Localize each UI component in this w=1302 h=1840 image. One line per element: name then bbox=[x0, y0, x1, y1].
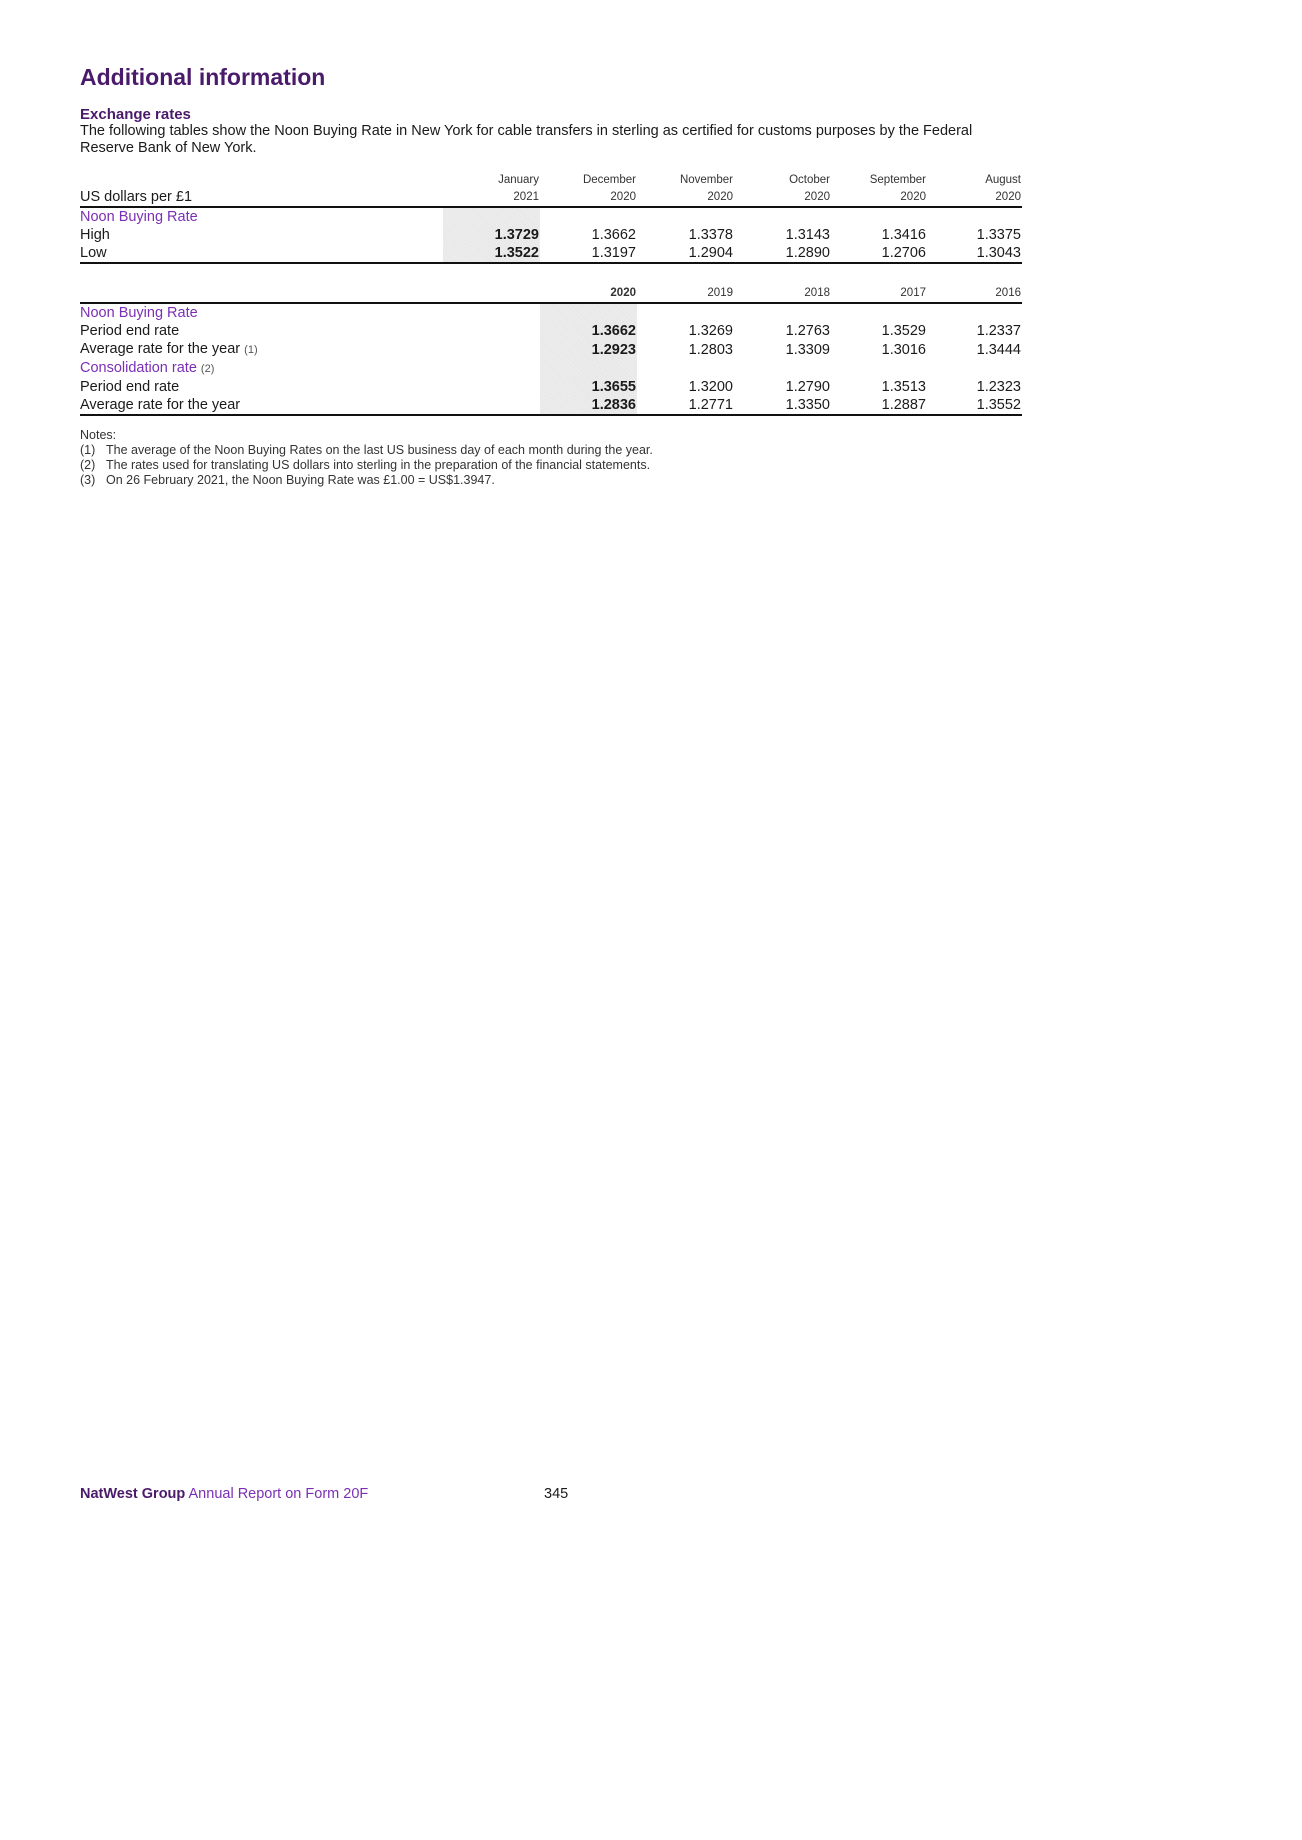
header-row-years bbox=[80, 284, 1022, 303]
table-cell: 1.2323 bbox=[976, 379, 1021, 395]
group-row bbox=[80, 359, 1022, 378]
column-year: 2018 bbox=[734, 284, 831, 303]
footnote-ref: (1) bbox=[244, 344, 258, 356]
column-year: 2020 bbox=[927, 188, 1022, 207]
footer-brand: NatWest Group bbox=[80, 1486, 186, 1502]
footnote-ref: (2) bbox=[200, 363, 215, 375]
table-cell: 1.3309 bbox=[785, 341, 830, 358]
column-year: 2016 bbox=[927, 284, 1022, 303]
table-cell: 1.3375 bbox=[976, 227, 1021, 243]
column-year: 2021 bbox=[443, 188, 540, 207]
monthly-rates-table bbox=[80, 170, 1022, 264]
table-cell: 1.3444 bbox=[976, 341, 1021, 358]
table-cell: 1.2790 bbox=[785, 379, 830, 395]
group-row bbox=[80, 207, 1022, 226]
group-label: Noon Buying Rate bbox=[80, 209, 198, 225]
table-cell: 1.3529 bbox=[881, 323, 926, 339]
row-label: Average rate for the year bbox=[80, 396, 540, 415]
note-item bbox=[80, 458, 653, 473]
note-item bbox=[80, 473, 653, 488]
page-number: 345 bbox=[544, 1486, 569, 1502]
table-cell: 1.2803 bbox=[688, 341, 733, 358]
column-month: October bbox=[789, 174, 830, 186]
table-cell: 1.2836 bbox=[540, 396, 637, 415]
table-cell: 1.3729 bbox=[443, 226, 540, 244]
row-label: Low bbox=[80, 244, 443, 263]
row-label: Average rate for the year bbox=[80, 341, 241, 357]
note-text: The average of the Noon Buying Rates on the last US business day of each month during the year. bbox=[106, 443, 653, 457]
table-cell: 1.2887 bbox=[831, 396, 927, 415]
note-number: (2) bbox=[80, 458, 96, 472]
column-year: 2020 bbox=[540, 188, 637, 207]
row-label: Period end rate bbox=[80, 323, 180, 339]
table-row bbox=[80, 340, 1022, 359]
annual-rates-table bbox=[80, 284, 1022, 416]
row-label: Period end rate bbox=[80, 379, 180, 395]
header-row-years bbox=[80, 188, 1022, 207]
note-text: On 26 February 2021, the Noon Buying Rate was £1.00 = US$1.3947. bbox=[106, 473, 495, 487]
table-cell: 1.2890 bbox=[734, 244, 831, 263]
column-year: 2019 bbox=[637, 284, 734, 303]
table-cell: 1.2763 bbox=[785, 323, 830, 339]
column-month: January bbox=[498, 174, 539, 186]
table-row bbox=[80, 378, 1022, 396]
table-cell: 1.3200 bbox=[688, 379, 733, 395]
note-number: (3) bbox=[80, 473, 96, 487]
table-cell: 1.2771 bbox=[637, 396, 734, 415]
note-text: The rates used for translating US dollars into sterling in the preparation of the financial statements. bbox=[106, 458, 651, 472]
column-year: 2020 bbox=[637, 188, 734, 207]
table-cell: 1.3378 bbox=[688, 227, 733, 243]
table-cell: 1.2923 bbox=[540, 340, 637, 359]
intro-paragraph: The following tables show the Noon Buying Rate in New York for cable transfers in sterling as certified for customs purposes by the Federal Reserve Bank of New York. bbox=[80, 123, 973, 156]
column-month: December bbox=[582, 174, 636, 186]
table-cell: 1.3522 bbox=[443, 244, 540, 263]
group-label: Consolidation rate bbox=[80, 360, 197, 376]
table-row bbox=[80, 226, 1022, 244]
table-row bbox=[80, 244, 1022, 263]
table-cell: 1.3552 bbox=[927, 396, 1022, 415]
table-cell: 1.3350 bbox=[734, 396, 831, 415]
table-cell: 1.2904 bbox=[637, 244, 734, 263]
row-label: High bbox=[80, 227, 110, 243]
column-month: November bbox=[679, 174, 733, 186]
column-year: 2020 bbox=[540, 284, 637, 303]
header-row-months bbox=[80, 170, 1022, 188]
group-label: Noon Buying Rate bbox=[80, 305, 198, 321]
table-cell: 1.3662 bbox=[591, 227, 636, 243]
notes bbox=[80, 428, 653, 488]
table-cell: 1.3662 bbox=[540, 322, 637, 340]
group-row bbox=[80, 303, 1022, 322]
column-year: 2020 bbox=[831, 188, 927, 207]
table-cell: 1.3416 bbox=[881, 227, 926, 243]
note-item bbox=[80, 443, 653, 458]
footer-report-title: Annual Report on Form 20F bbox=[188, 1486, 369, 1502]
table-cell: 1.2706 bbox=[831, 244, 927, 263]
unit-label: US dollars per £1 bbox=[80, 188, 443, 207]
footer bbox=[80, 1486, 368, 1502]
column-month: August bbox=[985, 174, 1021, 186]
column-year: 2020 bbox=[734, 188, 831, 207]
note-number: (1) bbox=[80, 443, 96, 457]
table-row bbox=[80, 396, 1022, 415]
section-heading: Exchange rates bbox=[80, 106, 191, 123]
table-cell: 1.3197 bbox=[540, 244, 637, 263]
table-cell: 1.3043 bbox=[927, 244, 1022, 263]
table-cell: 1.3513 bbox=[881, 379, 926, 395]
table-row bbox=[80, 322, 1022, 340]
table-cell: 1.3655 bbox=[540, 378, 637, 396]
table-cell: 1.2337 bbox=[976, 323, 1021, 339]
table-cell: 1.3143 bbox=[785, 227, 830, 243]
page-title: Additional information bbox=[80, 64, 326, 90]
column-month: September bbox=[869, 174, 926, 186]
notes-heading: Notes: bbox=[80, 428, 117, 442]
table-cell: 1.3016 bbox=[881, 341, 926, 358]
column-year: 2017 bbox=[831, 284, 927, 303]
table-cell: 1.3269 bbox=[688, 323, 733, 339]
